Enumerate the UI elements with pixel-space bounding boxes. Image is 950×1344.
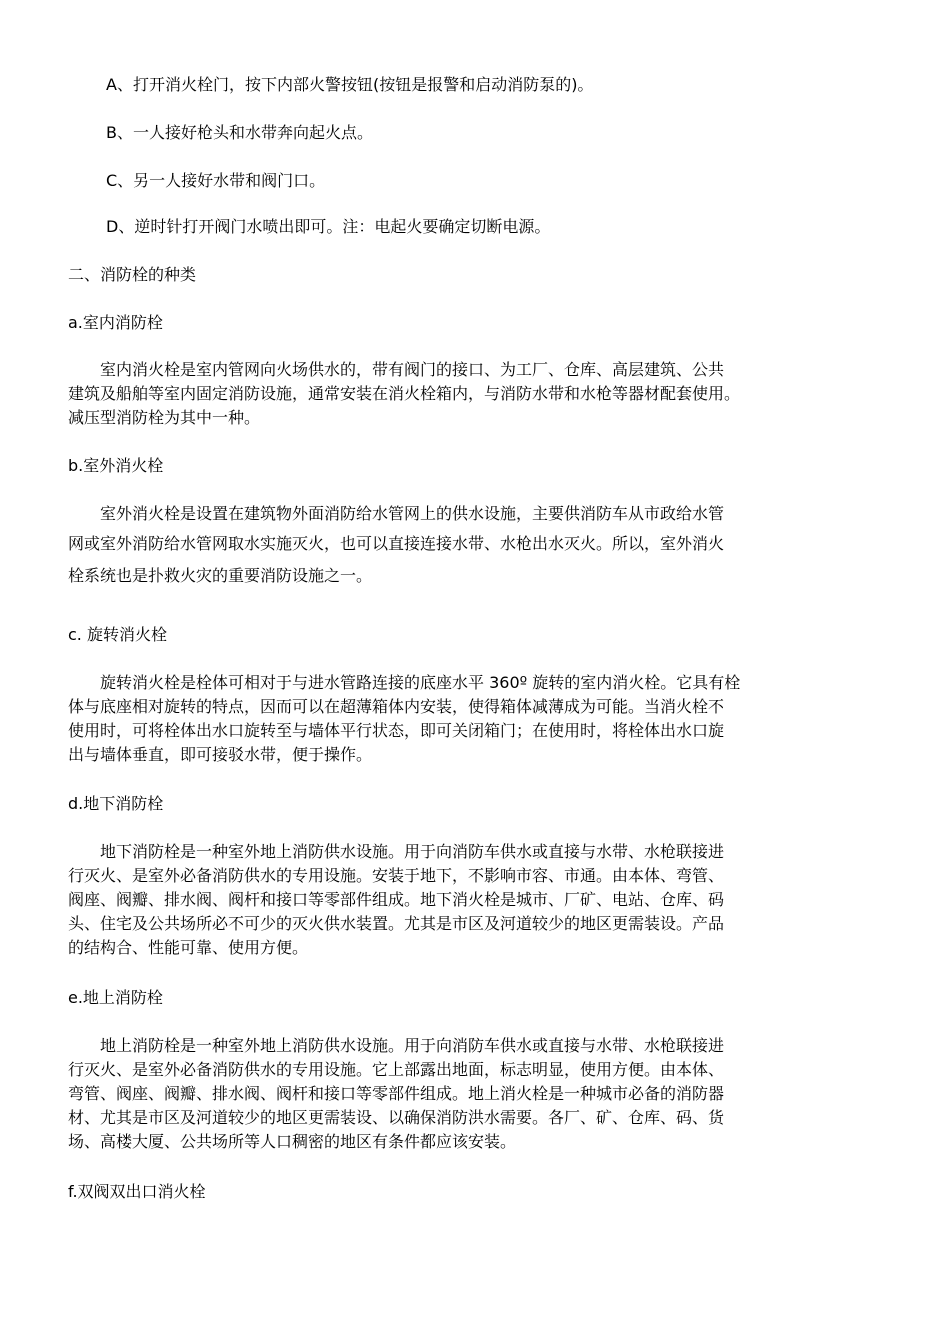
heading-e: e.地上消防栓	[68, 988, 163, 1007]
paragraph-c	[68, 671, 868, 767]
step-a: A、打开消火栓门，按下内部火警按钮(按钮是报警和启动消防泵的)。	[106, 75, 594, 94]
paragraph-line: 建筑及船舶等室内固定消防设施，通常安装在消火栓箱内，与消防水带和水枪等器材配套使用。	[68, 384, 741, 403]
heading-c: c. 旋转消火栓	[68, 625, 167, 644]
paragraph-a	[68, 358, 868, 430]
paragraph-line: 弯管、阀座、阀瓣、排水阀、阀杆和接口等零部件组成。地上消火栓是一种城市必备的消防器	[68, 1084, 725, 1103]
paragraph-line: 网或室外消防给水管网取水实施灭火，也可以直接连接水带、水枪出水灭火。所以，室外消火	[68, 534, 725, 553]
paragraph-line: 地上消防栓是一种室外地上消防供水设施。用于向消防车供水或直接与水带、水枪联接进	[68, 1036, 725, 1055]
paragraph-e	[68, 1034, 868, 1154]
paragraph-line: 体与底座相对旋转的特点，因而可以在超薄箱体内安装，使得箱体减薄成为可能。当消火栓不	[68, 697, 725, 716]
section-title: 二、消防栓的种类	[68, 265, 197, 284]
step-c: C、另一人接好水带和阀门口。	[106, 171, 326, 190]
paragraph-line: 头、住宅及公共场所必不可少的灭火供水装置。尤其是市区及河道较少的地区更需装设。产品	[68, 914, 725, 933]
paragraph-b	[68, 502, 868, 588]
paragraph-line: 出与墙体垂直，即可接驳水带，便于操作。	[68, 745, 373, 764]
step-d: D、逆时针打开阀门水喷出即可。注：电起火要确定切断电源。	[106, 217, 551, 236]
paragraph-line: 减压型消防栓为其中一种。	[68, 408, 261, 427]
paragraph-line: 地下消防栓是一种室外地上消防供水设施。用于向消防车供水或直接与水带、水枪联接进	[68, 842, 725, 861]
paragraph-line: 栓系统也是扑救火灾的重要消防设施之一。	[68, 566, 373, 585]
paragraph-line: 场、高楼大厦、公共场所等人口稠密的地区有条件都应该安装。	[68, 1132, 517, 1151]
paragraph-line: 材、尤其是市区及河道较少的地区更需装设、以确保消防洪水需要。各厂、矿、仓库、码、货	[68, 1108, 725, 1127]
paragraph-line: 阀座、阀瓣、排水阀、阀杆和接口等零部件组成。地下消火栓是城市、厂矿、电站、仓库、码	[68, 890, 725, 909]
paragraph-line: 室外消火栓是设置在建筑物外面消防给水管网上的供水设施，主要供消防车从市政给水管	[68, 504, 725, 523]
heading-a: a.室内消防栓	[68, 313, 163, 332]
paragraph-d	[68, 840, 868, 960]
heading-b: b.室外消火栓	[68, 456, 164, 475]
paragraph-line: 使用时，可将栓体出水口旋转至与墙体平行状态，即可关闭箱门；在使用时，将栓体出水口旋	[68, 721, 725, 740]
heading-f: f.双阀双出口消火栓	[68, 1182, 206, 1201]
paragraph-line: 旋转消火栓是栓体可相对于与进水管路连接的底座水平 360º 旋转的室内消火栓。它具有栓	[68, 673, 741, 692]
heading-d: d.地下消防栓	[68, 794, 164, 813]
step-b: B、一人接好枪头和水带奔向起火点。	[106, 123, 373, 142]
paragraph-line: 的结构合、性能可靠、使用方便。	[68, 938, 309, 957]
paragraph-line: 行灭火、是室外必备消防供水的专用设施。安装于地下，不影响市容、市通。由本体、弯管、	[68, 866, 725, 885]
paragraph-line: 室内消火栓是室内管网向火场供水的，带有阀门的接口、为工厂、仓库、高层建筑、公共	[68, 360, 725, 379]
paragraph-line: 行灭火、是室外必备消防供水的专用设施。它上部露出地面，标志明显，使用方便。由本体、	[68, 1060, 725, 1079]
